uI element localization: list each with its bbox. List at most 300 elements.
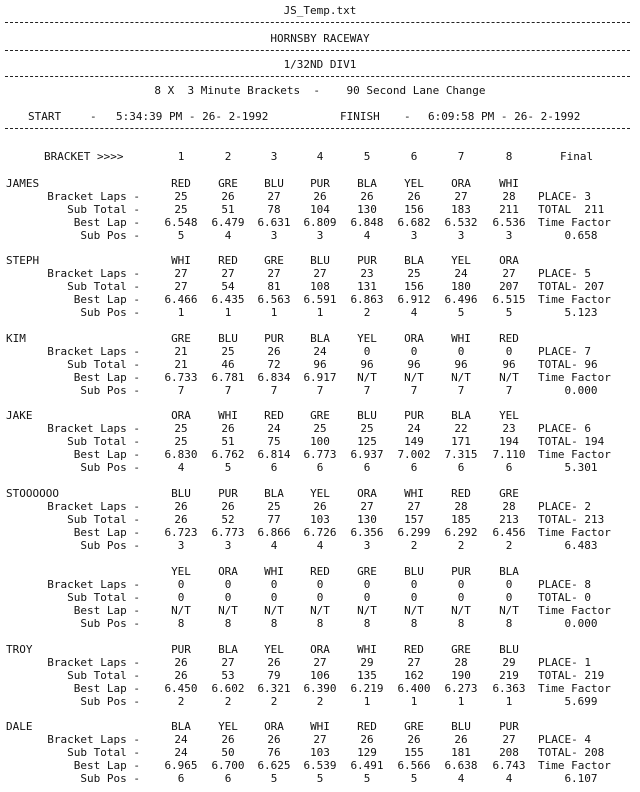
lane-color-cell: YEL	[171, 565, 191, 578]
final-total: TOTAL- 194	[538, 435, 605, 448]
bestlap-cell: 6.937	[350, 448, 384, 461]
bestlap-cell: 6.773	[211, 526, 245, 539]
subtotal-cell: 194	[499, 435, 519, 448]
bestlap-cell: 6.566	[397, 759, 431, 772]
row-label: Bracket Laps -	[47, 422, 140, 435]
bestlap-cell: N/T	[218, 604, 238, 617]
bestlap-cell: 7.002	[397, 448, 431, 461]
lane-color-cell: WHI	[357, 643, 377, 656]
final-total: TOTAL- 213	[538, 513, 605, 526]
lane-color-cell: RED	[171, 177, 191, 190]
subtotal-cell: 130	[357, 513, 377, 526]
subpos-cell: 1	[177, 306, 185, 319]
subpos-cell: 6	[224, 772, 232, 785]
laps-cell: 25	[360, 422, 374, 435]
bestlap-cell: 6.491	[350, 759, 384, 772]
final-tf-value: 0.658	[564, 229, 598, 242]
subpos-cell: 5	[410, 772, 418, 785]
subtotal-cell: 79	[267, 669, 281, 682]
bestlap-cell: N/T	[357, 371, 377, 384]
bestlap-cell: 6.363	[492, 682, 526, 695]
lane-color-cell: BLU	[357, 409, 377, 422]
final-header: Final	[560, 150, 594, 163]
subpos-cell: 2	[457, 539, 465, 552]
subpos-cell: 1	[410, 695, 418, 708]
lane-color-cell: BLU	[264, 177, 284, 190]
subpos-cell: 7	[316, 384, 324, 397]
lane-color-cell: YEL	[404, 177, 424, 190]
final-place: PLACE- 2	[538, 500, 591, 513]
lane-color-cell: RED	[451, 487, 471, 500]
lane-color-cell: BLA	[357, 177, 377, 190]
lane-color-cell: BLU	[404, 565, 424, 578]
row-label: Bracket Laps -	[47, 656, 140, 669]
final-place: PLACE- 5	[538, 267, 591, 280]
start-label: START	[28, 110, 62, 123]
laps-cell: 26	[221, 500, 235, 513]
bestlap-cell: N/T	[171, 604, 191, 617]
subtotal-cell: 51	[221, 203, 235, 216]
lane-color-cell: BLA	[264, 487, 284, 500]
racer-name: STEPH	[6, 254, 40, 267]
laps-cell: 26	[360, 733, 374, 746]
final-place: PLACE- 8	[538, 578, 591, 591]
subpos-cell: 7	[505, 384, 513, 397]
laps-cell: 25	[267, 500, 281, 513]
bestlap-cell: 6.682	[397, 216, 431, 229]
laps-cell: 26	[267, 656, 281, 669]
bestlap-cell: 6.299	[397, 526, 431, 539]
row-label: Best Lap -	[73, 216, 140, 229]
final-tf-label: Time Factor	[538, 604, 611, 617]
subpos-cell: 2	[224, 695, 232, 708]
racer-name: TROY	[6, 643, 33, 656]
subpos-cell: 2	[316, 695, 324, 708]
subtotal-cell: 219	[499, 669, 519, 682]
subtotal-cell: 25	[174, 203, 188, 216]
subpos-cell: 4	[363, 229, 371, 242]
subpos-cell: 5	[457, 306, 465, 319]
subpos-cell: 1	[224, 306, 232, 319]
subtotal-cell: 52	[221, 513, 235, 526]
laps-cell: 27	[407, 500, 421, 513]
bestlap-cell: 6.532	[444, 216, 478, 229]
subpos-cell: 8	[457, 617, 465, 630]
bestlap-cell: 6.456	[492, 526, 526, 539]
laps-cell: 23	[360, 267, 374, 280]
subtotal-cell: 190	[451, 669, 471, 682]
lane-color-cell: ORA	[404, 332, 424, 345]
subpos-cell: 1	[316, 306, 324, 319]
bestlap-cell: 6.536	[492, 216, 526, 229]
lane-color-cell: BLA	[404, 254, 424, 267]
subpos-cell: 2	[270, 695, 278, 708]
subpos-cell: 7	[410, 384, 418, 397]
bestlap-cell: N/T	[499, 604, 519, 617]
subtotal-cell: 96	[502, 358, 516, 371]
lane-color-cell: YEL	[451, 254, 471, 267]
final-tf-value: 5.301	[564, 461, 598, 474]
subpos-cell: 5	[270, 772, 278, 785]
laps-cell: 26	[221, 733, 235, 746]
subpos-cell: 6	[505, 461, 513, 474]
lane-color-cell: BLU	[218, 332, 238, 345]
final-tf-value: 5.699	[564, 695, 598, 708]
subpos-cell: 3	[224, 539, 232, 552]
laps-cell: 26	[267, 345, 281, 358]
file-title: JS_Temp.txt	[283, 4, 357, 17]
lane-color-cell: PUR	[264, 332, 284, 345]
lane-color-cell: RED	[499, 332, 519, 345]
lane-color-cell: BLA	[310, 332, 330, 345]
subtotal-cell: 0	[270, 591, 278, 604]
final-tf-value: 6.483	[564, 539, 598, 552]
laps-cell: 0	[177, 578, 185, 591]
row-label: Bracket Laps -	[47, 267, 140, 280]
lane-color-cell: BLU	[451, 720, 471, 733]
laps-cell: 0	[457, 345, 465, 358]
subtotal-cell: 26	[174, 669, 188, 682]
lane-color-cell: BLA	[499, 565, 519, 578]
laps-cell: 0	[363, 345, 371, 358]
bestlap-cell: 6.466	[164, 293, 198, 306]
subpos-cell: 3	[505, 229, 513, 242]
subtotal-cell: 180	[451, 280, 471, 293]
bestlap-cell: 6.762	[211, 448, 245, 461]
lane-color-cell: ORA	[499, 254, 519, 267]
bestlap-cell: 6.733	[164, 371, 198, 384]
subpos-cell: 7	[270, 384, 278, 397]
bestlap-cell: N/T	[357, 604, 377, 617]
bestlap-cell: 6.834	[257, 371, 291, 384]
final-tf-label: Time Factor	[538, 293, 611, 306]
laps-cell: 27	[221, 267, 235, 280]
division-title: 1/32ND DIV1	[283, 58, 357, 71]
row-label: Sub Pos -	[80, 617, 140, 630]
laps-cell: 28	[502, 500, 516, 513]
subpos-cell: 7	[457, 384, 465, 397]
row-label: Bracket Laps -	[47, 500, 140, 513]
laps-cell: 29	[502, 656, 516, 669]
final-total: TOTAL- 219	[538, 669, 605, 682]
bestlap-cell: N/T	[404, 604, 424, 617]
divider	[5, 22, 630, 23]
subtotal-cell: 0	[363, 591, 371, 604]
subtotal-cell: 156	[404, 280, 424, 293]
final-place: PLACE- 3	[538, 190, 591, 203]
row-label: Sub Pos -	[80, 539, 140, 552]
laps-cell: 24	[313, 345, 327, 358]
row-label: Sub Total -	[67, 358, 140, 371]
racer-name: JAMES	[6, 177, 40, 190]
subtotal-cell: 25	[174, 435, 188, 448]
laps-cell: 26	[407, 190, 421, 203]
subpos-cell: 7	[224, 384, 232, 397]
bracket-header: BRACKET >>>>	[44, 150, 124, 163]
subpos-cell: 5	[177, 229, 185, 242]
subtotal-cell: 162	[404, 669, 424, 682]
subpos-cell: 5	[224, 461, 232, 474]
final-total: TOTAL- 208	[538, 746, 605, 759]
bestlap-cell: 6.631	[257, 216, 291, 229]
lane-color-cell: RED	[404, 643, 424, 656]
subtotal-cell: 53	[221, 669, 235, 682]
subtotal-cell: 51	[221, 435, 235, 448]
lane-color-cell: YEL	[218, 720, 238, 733]
start-dash: -	[90, 110, 97, 123]
bestlap-cell: 6.591	[303, 293, 337, 306]
subpos-cell: 2	[505, 539, 513, 552]
bracket-number: 2	[224, 150, 232, 163]
lane-color-cell: PUR	[404, 409, 424, 422]
bestlap-cell: 6.726	[303, 526, 337, 539]
laps-cell: 0	[457, 578, 465, 591]
row-label: Best Lap -	[73, 371, 140, 384]
bestlap-cell: 6.219	[350, 682, 384, 695]
subtotal-cell: 207	[499, 280, 519, 293]
subpos-cell: 3	[457, 229, 465, 242]
subtotal-cell: 72	[267, 358, 281, 371]
row-label: Sub Pos -	[80, 384, 140, 397]
laps-cell: 21	[174, 345, 188, 358]
subpos-cell: 4	[316, 539, 324, 552]
row-label: Bracket Laps -	[47, 578, 140, 591]
row-label: Sub Total -	[67, 591, 140, 604]
subpos-cell: 8	[224, 617, 232, 630]
row-label: Best Lap -	[73, 759, 140, 772]
laps-cell: 27	[174, 267, 188, 280]
bestlap-cell: 6.863	[350, 293, 384, 306]
subpos-cell: 8	[270, 617, 278, 630]
bestlap-cell: 6.292	[444, 526, 478, 539]
bestlap-cell: 6.809	[303, 216, 337, 229]
lane-color-cell: GRE	[310, 409, 330, 422]
subtotal-cell: 149	[404, 435, 424, 448]
bestlap-cell: 6.450	[164, 682, 198, 695]
bestlap-cell: 6.830	[164, 448, 198, 461]
subtotal-cell: 103	[310, 746, 330, 759]
subtotal-cell: 54	[221, 280, 235, 293]
row-label: Sub Pos -	[80, 772, 140, 785]
laps-cell: 27	[267, 267, 281, 280]
laps-cell: 25	[174, 190, 188, 203]
subpos-cell: 4	[410, 306, 418, 319]
bestlap-cell: 6.602	[211, 682, 245, 695]
bestlap-cell: 6.321	[257, 682, 291, 695]
lane-color-cell: PUR	[499, 720, 519, 733]
lane-color-cell: GRE	[451, 643, 471, 656]
bestlap-cell: 6.866	[257, 526, 291, 539]
bracket-number: 5	[363, 150, 371, 163]
lane-color-cell: ORA	[310, 643, 330, 656]
start-value: 5:34:39 PM - 26- 2-1992	[116, 110, 269, 123]
bestlap-cell: 6.539	[303, 759, 337, 772]
subpos-cell: 6	[457, 461, 465, 474]
row-label: Sub Pos -	[80, 461, 140, 474]
bestlap-cell: 6.773	[303, 448, 337, 461]
final-tf-label: Time Factor	[538, 216, 611, 229]
subtotal-cell: 0	[457, 591, 465, 604]
bestlap-cell: 6.917	[303, 371, 337, 384]
final-tf-label: Time Factor	[538, 526, 611, 539]
lane-color-cell: PUR	[310, 177, 330, 190]
subpos-cell: 5	[505, 306, 513, 319]
subpos-cell: 8	[177, 617, 185, 630]
finish-dash: -	[404, 110, 411, 123]
final-place: PLACE- 7	[538, 345, 591, 358]
laps-cell: 0	[316, 578, 324, 591]
subpos-cell: 7	[177, 384, 185, 397]
subtotal-cell: 100	[310, 435, 330, 448]
bracket-number: 6	[410, 150, 418, 163]
laps-cell: 27	[313, 656, 327, 669]
laps-cell: 26	[221, 190, 235, 203]
bestlap-cell: 6.400	[397, 682, 431, 695]
subpos-cell: 1	[505, 695, 513, 708]
row-label: Sub Pos -	[80, 306, 140, 319]
final-tf-label: Time Factor	[538, 448, 611, 461]
bestlap-cell: 6.625	[257, 759, 291, 772]
bestlap-cell: 6.723	[164, 526, 198, 539]
subtotal-cell: 104	[310, 203, 330, 216]
subpos-cell: 3	[363, 539, 371, 552]
laps-cell: 0	[410, 345, 418, 358]
subtotal-cell: 96	[313, 358, 327, 371]
bestlap-cell: 6.356	[350, 526, 384, 539]
laps-cell: 26	[313, 190, 327, 203]
row-label: Best Lap -	[73, 526, 140, 539]
subtotal-cell: 155	[404, 746, 424, 759]
subpos-cell: 1	[363, 695, 371, 708]
laps-cell: 0	[505, 578, 513, 591]
subtotal-cell: 185	[451, 513, 471, 526]
bestlap-cell: 6.912	[397, 293, 431, 306]
bestlap-cell: 6.743	[492, 759, 526, 772]
lane-color-cell: YEL	[357, 332, 377, 345]
lane-color-cell: GRE	[357, 565, 377, 578]
laps-cell: 0	[410, 578, 418, 591]
bracket-number: 1	[177, 150, 185, 163]
row-label: Best Lap -	[73, 604, 140, 617]
bracket-number: 8	[505, 150, 513, 163]
bestlap-cell: 6.390	[303, 682, 337, 695]
laps-cell: 26	[454, 733, 468, 746]
venue-title: HORNSBY RACEWAY	[270, 32, 370, 45]
laps-cell: 27	[502, 733, 516, 746]
lane-color-cell: GRE	[171, 332, 191, 345]
subpos-cell: 8	[363, 617, 371, 630]
subtotal-cell: 103	[310, 513, 330, 526]
laps-cell: 24	[267, 422, 281, 435]
lane-color-cell: YEL	[264, 643, 284, 656]
lane-color-cell: GRE	[264, 254, 284, 267]
lane-color-cell: BLU	[171, 487, 191, 500]
laps-cell: 25	[407, 267, 421, 280]
subpos-cell: 3	[177, 539, 185, 552]
bestlap-cell: 6.548	[164, 216, 198, 229]
row-label: Bracket Laps -	[47, 733, 140, 746]
lane-color-cell: WHI	[264, 565, 284, 578]
laps-cell: 29	[360, 656, 374, 669]
lane-color-cell: PUR	[171, 643, 191, 656]
subtotal-cell: 157	[404, 513, 424, 526]
lane-color-cell: BLA	[171, 720, 191, 733]
laps-cell: 27	[502, 267, 516, 280]
laps-cell: 26	[407, 733, 421, 746]
subtotal-cell: 27	[174, 280, 188, 293]
lane-color-cell: ORA	[171, 409, 191, 422]
subtotal-cell: 21	[174, 358, 188, 371]
bestlap-cell: 6.965	[164, 759, 198, 772]
final-tf-value: 0.000	[564, 384, 598, 397]
subpos-cell: 4	[505, 772, 513, 785]
subtotal-cell: 0	[224, 591, 232, 604]
lane-color-cell: PUR	[218, 487, 238, 500]
row-label: Sub Total -	[67, 513, 140, 526]
laps-cell: 27	[221, 656, 235, 669]
laps-cell: 28	[454, 656, 468, 669]
lane-color-cell: GRE	[218, 177, 238, 190]
subtotal-cell: 96	[407, 358, 421, 371]
lane-color-cell: GRE	[499, 487, 519, 500]
subtotal-cell: 125	[357, 435, 377, 448]
laps-cell: 27	[407, 656, 421, 669]
row-label: Sub Pos -	[80, 229, 140, 242]
laps-cell: 24	[407, 422, 421, 435]
final-tf-label: Time Factor	[538, 682, 611, 695]
lane-color-cell: GRE	[404, 720, 424, 733]
subpos-cell: 8	[505, 617, 513, 630]
lane-color-cell: ORA	[451, 177, 471, 190]
final-place: PLACE- 4	[538, 733, 591, 746]
laps-cell: 22	[454, 422, 468, 435]
laps-cell: 26	[174, 500, 188, 513]
lane-color-cell: YEL	[310, 487, 330, 500]
divider	[5, 50, 630, 51]
final-tf-label: Time Factor	[538, 759, 611, 772]
subpos-cell: 7	[363, 384, 371, 397]
subtotal-cell: 77	[267, 513, 281, 526]
laps-cell: 28	[454, 500, 468, 513]
laps-cell: 26	[313, 500, 327, 513]
subtotal-cell: 131	[357, 280, 377, 293]
lane-color-cell: WHI	[310, 720, 330, 733]
final-tf-value: 6.107	[564, 772, 598, 785]
racer-name: JAKE	[6, 409, 33, 422]
subtotal-cell: 129	[357, 746, 377, 759]
subtotal-cell: 181	[451, 746, 471, 759]
lane-color-cell: WHI	[218, 409, 238, 422]
row-label: Sub Total -	[67, 746, 140, 759]
subtotal-cell: 96	[454, 358, 468, 371]
subpos-cell: 6	[177, 772, 185, 785]
lane-color-cell: WHI	[499, 177, 519, 190]
subpos-cell: 4	[457, 772, 465, 785]
racer-name: STOOOOOO	[6, 487, 59, 500]
bestlap-cell: N/T	[264, 604, 284, 617]
laps-cell: 25	[221, 345, 235, 358]
subtotal-cell: 24	[174, 746, 188, 759]
subtotal-cell: 0	[177, 591, 185, 604]
subtotal-cell: 78	[267, 203, 281, 216]
bestlap-cell: 7.110	[492, 448, 526, 461]
subtotal-cell: 156	[404, 203, 424, 216]
final-tf-label: Time Factor	[538, 371, 611, 384]
lane-color-cell: YEL	[499, 409, 519, 422]
bestlap-cell: 6.781	[211, 371, 245, 384]
subtotal-cell: 0	[316, 591, 324, 604]
subpos-cell: 5	[316, 772, 324, 785]
